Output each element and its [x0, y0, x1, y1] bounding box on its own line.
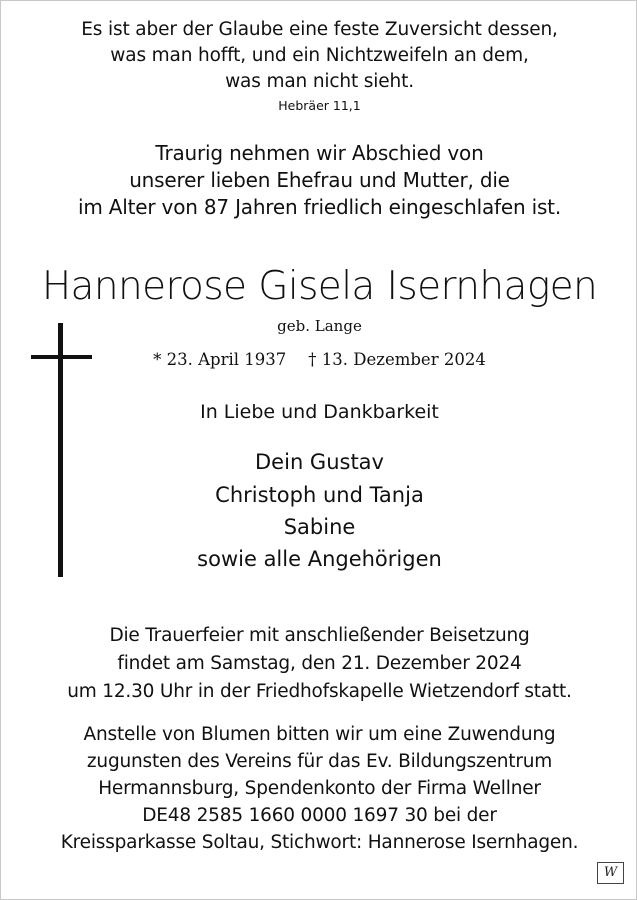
funeral-line-1: Die Trauerfeier mit anschließender Beisetzung: [109, 625, 530, 646]
donation-line-2: zugunsten des Vereins für das Ev. Bildungszentrum: [86, 751, 553, 772]
birth-date: * 23. April 1937: [153, 350, 287, 369]
donation-line-4: DE48 2585 1660 0000 1697 30 bei der: [142, 805, 497, 826]
dedication: In Liebe und Dankbarkeit: [200, 401, 439, 423]
funeral-line-3: um 12.30 Uhr in der Friedhofskapelle Wietzendorf statt.: [67, 681, 572, 702]
quote-line-3: was man nicht sieht.: [225, 71, 414, 92]
life-dates: [1, 352, 637, 369]
mourner-name-3: Sabine: [283, 515, 356, 539]
donation-line-3: Hermannsburg, Spendenkonto der Firma Wellner: [98, 778, 541, 799]
mourner-name-4: sowie alle Angehörigen: [197, 547, 442, 571]
donation-line-5: Kreissparkasse Soltau, Stichwort: Hannerose Isernhagen.: [60, 832, 579, 853]
bible-reference: Hebräer 11,1: [278, 98, 361, 113]
mourner-name-1: Dein Gustav: [255, 450, 384, 474]
donation-line-1: Anstelle von Blumen bitten wir um eine Zuwendung: [83, 724, 556, 745]
intro-line-2: unserer lieben Ehefrau und Mutter, die: [129, 168, 510, 192]
funeral-line-2: findet am Samstag, den 21. Dezember 2024: [117, 653, 522, 674]
deceased-name: Hannerose Gisela Isernhagen: [41, 264, 598, 309]
birth-name: geb. Lange: [277, 317, 362, 335]
intro-line-3: im Alter von 87 Jahren friedlich eingeschlafen ist.: [78, 195, 561, 219]
quote-line-2: was man hofft, und ein Nichtzweifeln an dem,: [110, 45, 529, 66]
quote-line-1: Es ist aber der Glaube eine feste Zuversicht dessen,: [81, 19, 558, 40]
intro-line-1: Traurig nehmen wir Abschied von: [155, 141, 484, 165]
publisher-logo-icon: W: [597, 862, 624, 884]
mourner-name-2: Christoph und Tanja: [215, 483, 424, 507]
death-date: † 13. Dezember 2024: [308, 350, 486, 369]
